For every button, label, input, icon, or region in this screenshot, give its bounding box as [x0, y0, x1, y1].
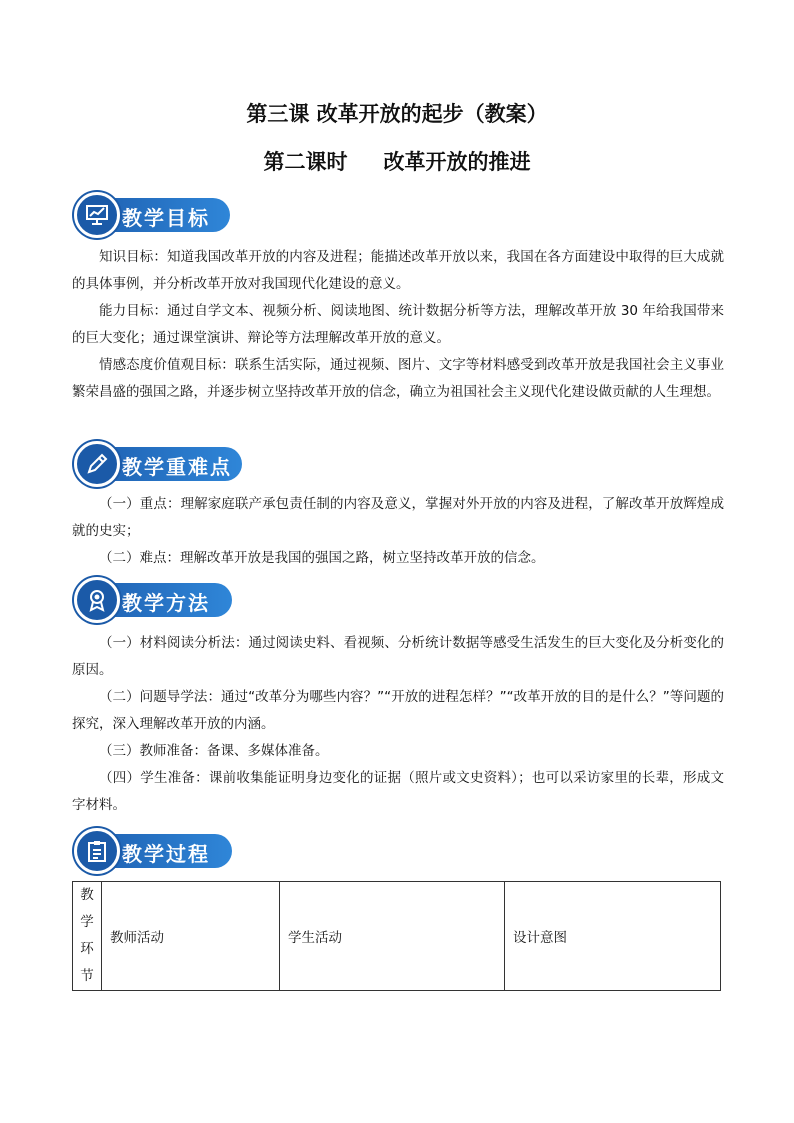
teaching-process-table: [72, 881, 721, 991]
table-row: [73, 882, 721, 991]
section-heading: 教学方法: [122, 591, 210, 615]
document-title: 第三课 改革开放的起步（教案）: [246, 101, 548, 126]
subtitle-lesson: 第二课时: [263, 149, 348, 174]
section-heading: 教学过程: [122, 842, 210, 866]
paragraph: 能力目标：通过自学文本、视频分析、阅读地图、统计数据分析等方法，理解改革开放 30 年给我国带来的巨大变化；通过课堂演讲、辩论等方法理解改革开放的意义。: [72, 303, 724, 346]
section-heading: 教学目标: [122, 206, 210, 230]
paragraph: （一）重点：理解家庭联产承包责任制的内容及意义，掌握对外开放的内容及进程，了解改革开放辉煌成就的史实；: [72, 496, 724, 539]
stage-header-cell: 教 学 环 节: [73, 882, 102, 991]
teacher-activity-header: 教师活动: [102, 882, 280, 991]
paragraph: （二）问题导学法：通过“改革分为哪些内容？”“开放的进程怎样？”“改革开放的目的是什么？”等问题的探究，深入理解改革开放的内涵。: [72, 689, 724, 732]
section-heading: 教学重难点: [122, 455, 232, 479]
presentation-chart-icon: [74, 192, 120, 238]
subtitle-topic: 改革开放的推进: [383, 149, 531, 174]
paragraph: 情感态度价值观目标：联系生活实际，通过视频、图片、文字等材料感受到改革开放是我国社会主义事业繁荣昌盛的强国之路，并逐步树立坚持改革开放的信念，确立为祖国社会主义现代化建设做贡献的人生理想。: [72, 357, 724, 400]
paragraph: （四）学生准备：课前收集能证明身边变化的证据（照片或文史资料）；也可以采访家里的长辈，形成文字材料。: [72, 770, 724, 813]
clipboard-list-icon: [74, 828, 120, 874]
award-ribbon-icon: [74, 577, 120, 623]
paragraph: （二）难点：理解改革开放是我国的强国之路，树立坚持改革开放的信念。: [99, 550, 545, 566]
student-activity-header: 学生活动: [280, 882, 505, 991]
document-subtitle: [0, 146, 794, 176]
paragraph: （三）教师准备：备课、多媒体准备。: [99, 743, 329, 759]
design-intent-header: 设计意图: [505, 882, 721, 991]
paragraph: （一）材料阅读分析法：通过阅读史料、看视频、分析统计数据等感受生活发生的巨大变化及分析变化的原因。: [72, 635, 724, 678]
pencil-icon: [74, 441, 120, 487]
paragraph: 知识目标：知道我国改革开放的内容及进程；能描述改革开放以来，我国在各方面建设中取得的巨大成就的具体事例，并分析改革开放对我国现代化建设的意义。: [72, 249, 724, 292]
